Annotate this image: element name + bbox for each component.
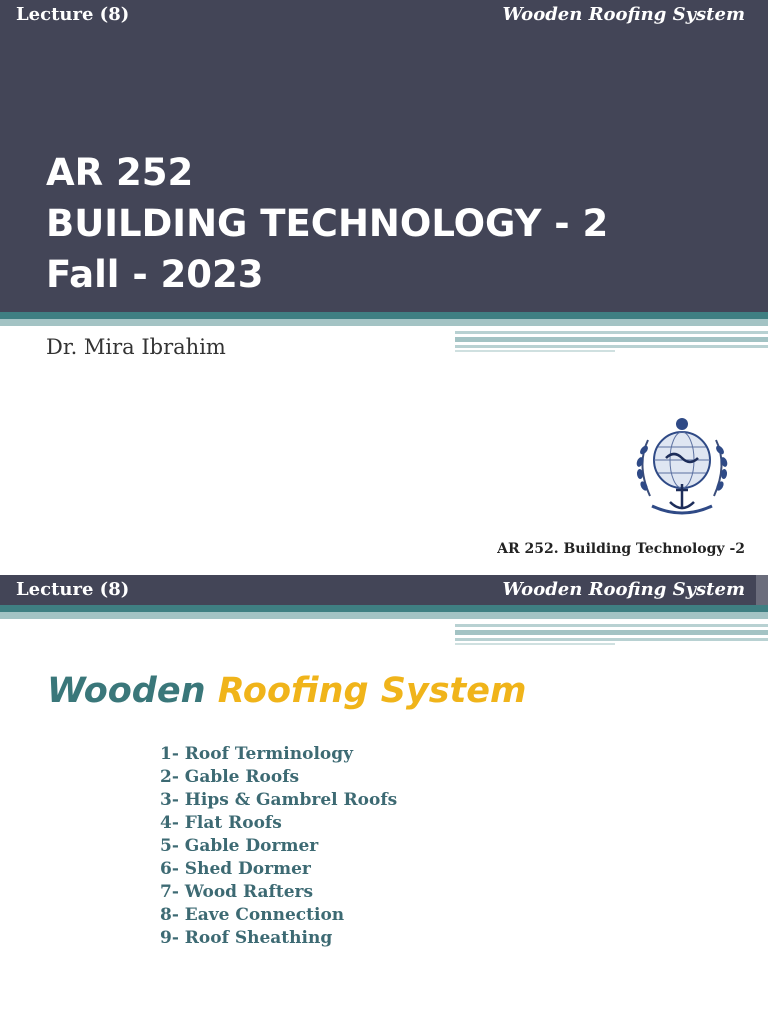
title-header-panel <box>0 0 768 312</box>
university-seal-icon <box>628 410 736 522</box>
list-item: 5- Gable Dormer <box>160 836 319 856</box>
list-item: 2- Gable Roofs <box>160 767 300 787</box>
list-item: 7- Wood Rafters <box>160 882 314 902</box>
list-item: 4- Flat Roofs <box>160 813 282 833</box>
slide-footer: AR 252. Building Technology -2 <box>497 541 745 557</box>
list-item: 8- Eave Connection <box>160 905 345 925</box>
topic-label: Wooden Roofing System <box>502 579 745 600</box>
contents-slide <box>0 575 768 1024</box>
author-name: Dr. Mira Ibrahim <box>46 335 226 359</box>
topics-list <box>160 743 397 950</box>
title-words-roofing-system: Roofing System <box>217 671 527 711</box>
list-item: 9- Roof Sheathing <box>160 928 333 948</box>
title-line-term: Fall - 2023 <box>46 253 264 296</box>
list-item: 6- Shed Dormer <box>160 859 311 879</box>
contents-title <box>47 671 526 711</box>
decorative-stripes <box>0 605 768 647</box>
lecture-label: Lecture (8) <box>16 4 130 25</box>
title-line-course-code: AR 252 <box>46 151 194 194</box>
title-word-wooden: Wooden <box>47 671 206 711</box>
topic-label: Wooden Roofing System <box>502 4 745 25</box>
title-line-course-name: BUILDING TECHNOLOGY - 2 <box>46 202 609 245</box>
slide-title <box>46 147 608 300</box>
list-item: 3- Hips & Gambrel Roofs <box>160 790 398 810</box>
header-edge <box>756 575 768 605</box>
list-item: 1- Roof Terminology <box>160 744 354 764</box>
contents-header-bar <box>0 575 768 605</box>
lecture-label: Lecture (8) <box>16 579 130 600</box>
